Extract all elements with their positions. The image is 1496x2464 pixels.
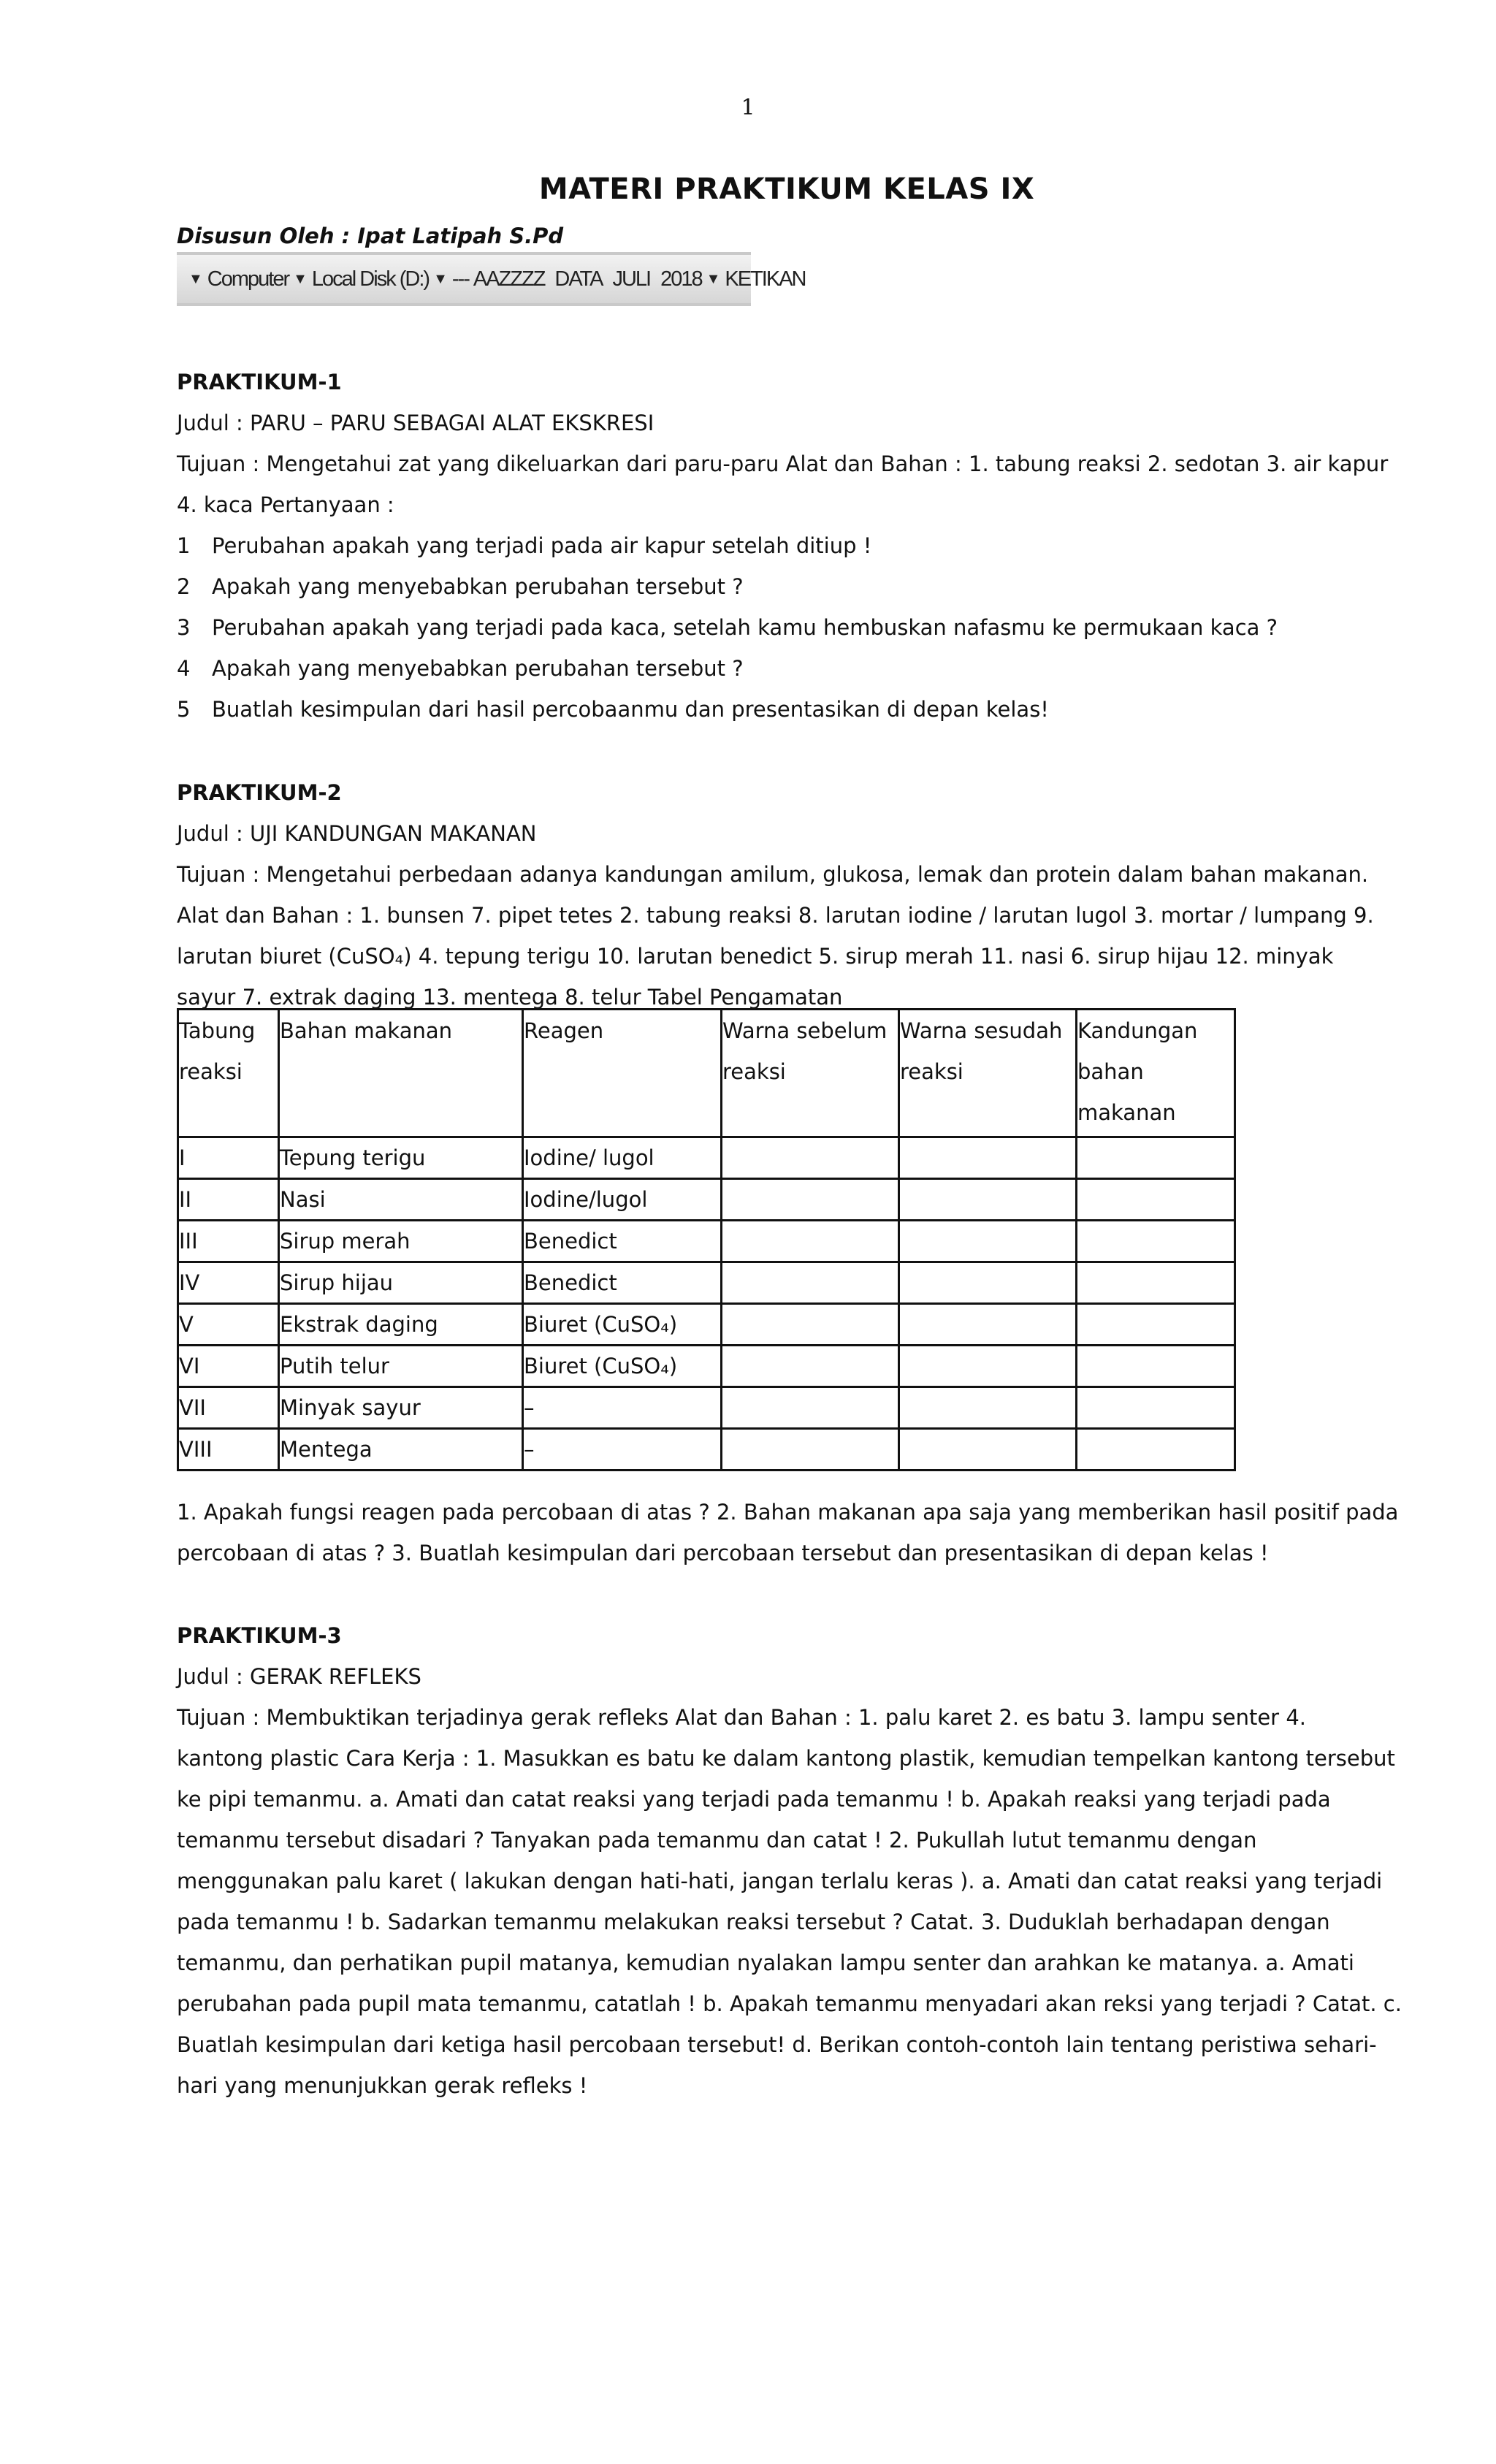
table-cell — [899, 1262, 1077, 1304]
praktikum-3-text-line: Tujuan : Membuktikan terjadinya gerak refleks Alat dan Bahan : 1. palu karet 2. es batu 3. lampu senter 4. — [177, 1705, 1306, 1730]
path-crumb-ketikan[interactable]: ▼ KETIKAN — [706, 267, 806, 291]
table-cell — [1077, 1387, 1235, 1429]
table-cell: VII — [178, 1387, 279, 1429]
table-cell — [899, 1387, 1077, 1429]
praktikum-2-text-line: Tujuan : Mengetahui perbedaan adanya kandungan amilum, glukosa, lemak dan protein dalam bahan makanan. — [177, 862, 1369, 887]
path-crumb-local-disk[interactable]: ▼ Local Disk (D:) — [293, 267, 430, 291]
table-cell: Putih telur — [279, 1346, 523, 1387]
table-cell: Tepung terigu — [279, 1137, 523, 1179]
table-row — [178, 1262, 1235, 1304]
praktikum-2-text-line: Alat dan Bahan : 1. bunsen 7. pipet tetes 2. tabung reaksi 8. larutan iodine / larutan lugol 3. mortar / lumpang 9. — [177, 903, 1374, 928]
table-cell: Ekstrak daging — [279, 1304, 523, 1346]
table-header-cell: Kandungan bahan makanan — [1077, 1010, 1235, 1137]
praktikum-2-section — [177, 772, 1397, 1018]
praktikum-3-text-line: ke pipi temanmu. a. Amati dan catat reaksi yang terjadi pada temanmu ! b. Apakah reaksi yang terjadi pada — [177, 1787, 1331, 1812]
praktikum-3-text-line: perubahan pada pupil mata temanmu, catatlah ! b. Apakah temanmu menyadari akan reksi yang terjadi ? Catat. c. — [177, 1991, 1402, 2016]
author-line: Disusun Oleh : Ipat Latipah S.Pd — [177, 224, 564, 248]
table-cell — [899, 1179, 1077, 1221]
table-cell: Iodine/lugol — [523, 1179, 722, 1221]
table-header-cell: Reagen — [523, 1010, 722, 1137]
page-number: 1 — [741, 95, 755, 121]
table-cell: III — [178, 1221, 279, 1262]
table-cell: IV — [178, 1262, 279, 1304]
table-cell: Minyak sayur — [279, 1387, 523, 1429]
question-item: 2 Apakah yang menyebabkan perubahan tersebut ? — [177, 574, 744, 599]
praktikum-1-section — [177, 362, 1397, 730]
explorer-path-bar — [177, 252, 806, 306]
chevron-down-icon: ▼ — [706, 270, 721, 287]
praktikum-3-text-line: temanmu, dan perhatikan pupil matanya, kemudian nyalakan lampu senter dan arahkan ke matanya. a. Amati — [177, 1950, 1354, 1975]
table-cell — [899, 1221, 1077, 1262]
praktikum-3-text-line: kantong plastic Cara Kerja : 1. Masukkan es batu ke dalam kantong plastik, kemudian tempelkan kantong tersebut — [177, 1746, 1395, 1771]
praktikum-2-text-line: sayur 7. extrak daging 13. mentega 8. telur Tabel Pengamatan — [177, 985, 843, 1010]
table-cell — [722, 1387, 899, 1429]
praktikum-3-text-line: pada temanmu ! b. Sadarkan temanmu melakukan reaksi tersebut ? Catat. 3. Duduklah berhadapan dengan — [177, 1910, 1330, 1934]
praktikum-2-judul: Judul : UJI KANDUNGAN MAKANAN — [177, 821, 537, 846]
table-cell — [899, 1137, 1077, 1179]
praktikum-2-question-line: percobaan di atas ? 3. Buatlah kesimpulan dari percobaan tersebut dan presentasikan di depan kelas ! — [177, 1541, 1269, 1565]
table-cell — [722, 1221, 899, 1262]
praktikum-1-heading: PRAKTIKUM-1 — [177, 370, 342, 394]
praktikum-3-section — [177, 1615, 1402, 2106]
table-row — [178, 1304, 1235, 1346]
table-cell: V — [178, 1304, 279, 1346]
table-row — [178, 1137, 1235, 1179]
table-cell: Sirup merah — [279, 1221, 523, 1262]
path-crumb-computer[interactable]: ▼ Computer — [188, 267, 289, 291]
table-cell — [1077, 1429, 1235, 1471]
table-header-row — [178, 1010, 1235, 1137]
table-cell: Benedict — [523, 1221, 722, 1262]
table-cell: Nasi — [279, 1179, 523, 1221]
table-cell — [1077, 1262, 1235, 1304]
table-cell: Biuret (CuSO₄) — [523, 1346, 722, 1387]
chevron-down-icon: ▼ — [433, 270, 448, 287]
table-cell: VIII — [178, 1429, 279, 1471]
praktikum-1-tujuan-line: Tujuan : Mengetahui zat yang dikeluarkan dari paru-paru Alat dan Bahan : 1. tabung reaksi 2. sedotan 3. air kapur — [177, 451, 1389, 476]
table-row — [178, 1387, 1235, 1429]
page-title: MATERI PRAKTIKUM KELAS IX — [538, 172, 1035, 206]
table-cell — [722, 1262, 899, 1304]
table-cell: Iodine/ lugol — [523, 1137, 722, 1179]
praktikum-3-text-line: menggunakan palu karet ( lakukan dengan hati-hati, jangan terlalu keras ). a. Amati dan catat reaksi yang terjadi — [177, 1869, 1383, 1893]
praktikum-2-questions — [177, 1492, 1397, 1574]
praktikum-1-judul: Judul : PARU – PARU SEBAGAI ALAT EKSKRESI — [177, 411, 654, 435]
chevron-down-icon: ▼ — [188, 270, 203, 287]
praktikum-3-text-line: hari yang menunjukkan gerak refleks ! — [177, 2073, 588, 2098]
praktikum-3-text-line: temanmu tersebut disadari ? Tanyakan pada temanmu dan catat ! 2. Pukullah lutut temanmu dengan — [177, 1828, 1257, 1853]
table-header-cell: Bahan makanan — [279, 1010, 523, 1137]
path-crumb-data[interactable]: DATA — [554, 267, 603, 291]
question-item: 3 Perubahan apakah yang terjadi pada kaca, setelah kamu hembuskan nafasmu ke permukaan kaca ? — [177, 615, 1278, 640]
question-item: 5 Buatlah kesimpulan dari hasil percobaanmu dan presentasikan di depan kelas! — [177, 697, 1049, 722]
table-cell: VI — [178, 1346, 279, 1387]
table-cell — [722, 1179, 899, 1221]
observation-table — [177, 1008, 1236, 1471]
table-cell: II — [178, 1179, 279, 1221]
table-cell — [1077, 1179, 1235, 1221]
table-row — [178, 1346, 1235, 1387]
table-cell — [722, 1304, 899, 1346]
table-cell — [722, 1137, 899, 1179]
table-cell: Sirup hijau — [279, 1262, 523, 1304]
table-cell: Biuret (CuSO₄) — [523, 1304, 722, 1346]
table-cell: Mentega — [279, 1429, 523, 1471]
table-cell: Benedict — [523, 1262, 722, 1304]
table-cell: – — [523, 1387, 722, 1429]
table-cell — [1077, 1137, 1235, 1179]
table-cell — [1077, 1304, 1235, 1346]
table-row — [178, 1221, 1235, 1262]
question-item: 1 Perubahan apakah yang terjadi pada air kapur setelah ditiup ! — [177, 533, 872, 558]
praktikum-2-question-line: 1. Apakah fungsi reagen pada percobaan di atas ? 2. Bahan makanan apa saja yang memberikan hasil positif pada — [177, 1500, 1399, 1525]
path-crumb-aazzzz[interactable]: AAZZZZ — [473, 267, 545, 291]
praktikum-2-text-line: larutan biuret (CuSO₄) 4. tepung terigu 10. larutan benedict 5. sirup merah 11. nasi 6. sirup hijau 12. minyak — [177, 944, 1334, 969]
praktikum-2-heading: PRAKTIKUM-2 — [177, 780, 342, 805]
table-cell — [899, 1429, 1077, 1471]
table-row — [178, 1179, 1235, 1221]
table-cell — [722, 1346, 899, 1387]
path-crumb-juli[interactable]: JULI — [612, 267, 651, 291]
table-header-cell: Warna sebelum reaksi — [722, 1010, 899, 1137]
table-header-cell: Warna sesudah reaksi — [899, 1010, 1077, 1137]
table-cell — [899, 1304, 1077, 1346]
praktikum-3-judul: Judul : GERAK REFLEKS — [177, 1664, 421, 1689]
praktikum-3-text-line: Buatlah kesimpulan dari ketiga hasil percobaan tersebut! d. Berikan contoh-contoh lain tentang peristiwa sehari- — [177, 2032, 1377, 2057]
table-cell — [1077, 1221, 1235, 1262]
table-cell — [1077, 1346, 1235, 1387]
path-crumb-2018[interactable]: 2018 — [660, 267, 702, 291]
path-crumb-separator: ▼ --- — [433, 267, 469, 291]
chevron-down-icon: ▼ — [293, 270, 308, 287]
table-cell — [722, 1429, 899, 1471]
table-cell: – — [523, 1429, 722, 1471]
praktikum-1-tujuan-line: 4. kaca Pertanyaan : — [177, 492, 394, 517]
table-row — [178, 1429, 1235, 1471]
table-header-cell: Tabung reaksi — [178, 1010, 279, 1137]
table-cell: I — [178, 1137, 279, 1179]
praktikum-3-heading: PRAKTIKUM-3 — [177, 1623, 342, 1648]
question-item: 4 Apakah yang menyebabkan perubahan tersebut ? — [177, 656, 744, 681]
table-cell — [899, 1346, 1077, 1387]
